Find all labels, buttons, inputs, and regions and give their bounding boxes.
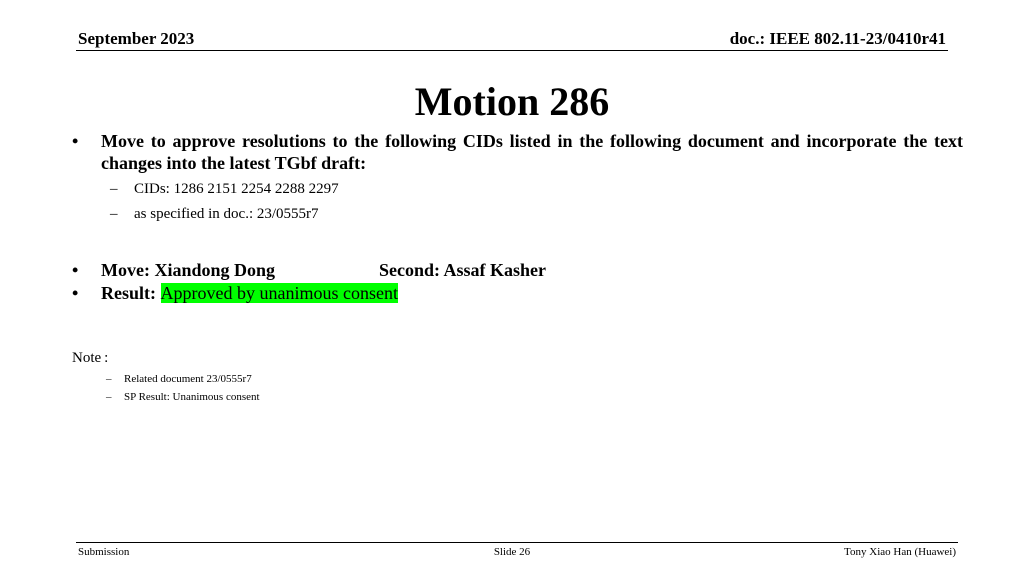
note-dash: – xyxy=(106,391,112,403)
note-label xyxy=(72,349,108,367)
note-dash: – xyxy=(106,373,112,385)
motion-text: Move to approve resolutions to the following CIDs listed in the following document and incorporate the text changes into the latest TGbf draft: xyxy=(101,131,963,173)
note-item-sp-result: SP Result: Unanimous consent xyxy=(124,391,260,403)
note-label-text: Note xyxy=(72,350,102,366)
second-label: Second: Assaf Kasher xyxy=(379,260,547,280)
bullet-marker: • xyxy=(72,260,79,280)
move-label: Move: Xiandong Dong xyxy=(101,260,276,280)
result-line xyxy=(101,282,398,304)
bullet-marker: • xyxy=(72,283,79,303)
sub-dash: – xyxy=(110,206,118,222)
note-item-related-doc: Related document 23/0555r7 xyxy=(124,373,252,385)
note-colon: : xyxy=(104,350,109,366)
sub-dash: – xyxy=(110,181,118,197)
header-divider xyxy=(76,50,948,51)
slide-title: Motion 286 xyxy=(414,79,610,124)
sub-item-cids: CIDs: 1286 2151 2254 2288 2297 xyxy=(134,181,339,197)
result-label: Result: xyxy=(101,283,156,303)
footer-submission: Submission xyxy=(78,546,130,558)
header-date: September 2023 xyxy=(78,29,195,48)
result-value: Approved by unanimous consent xyxy=(160,283,398,303)
footer-divider xyxy=(76,542,958,543)
footer-slide-number: Slide 26 xyxy=(493,546,531,558)
sub-item-doc: as specified in doc.: 23/0555r7 xyxy=(134,206,319,222)
bullet-marker: • xyxy=(72,131,79,151)
header-doc-id: doc.: IEEE 802.11-23/0410r41 xyxy=(729,29,946,48)
footer-author: Tony Xiao Han (Huawei) xyxy=(844,546,956,558)
